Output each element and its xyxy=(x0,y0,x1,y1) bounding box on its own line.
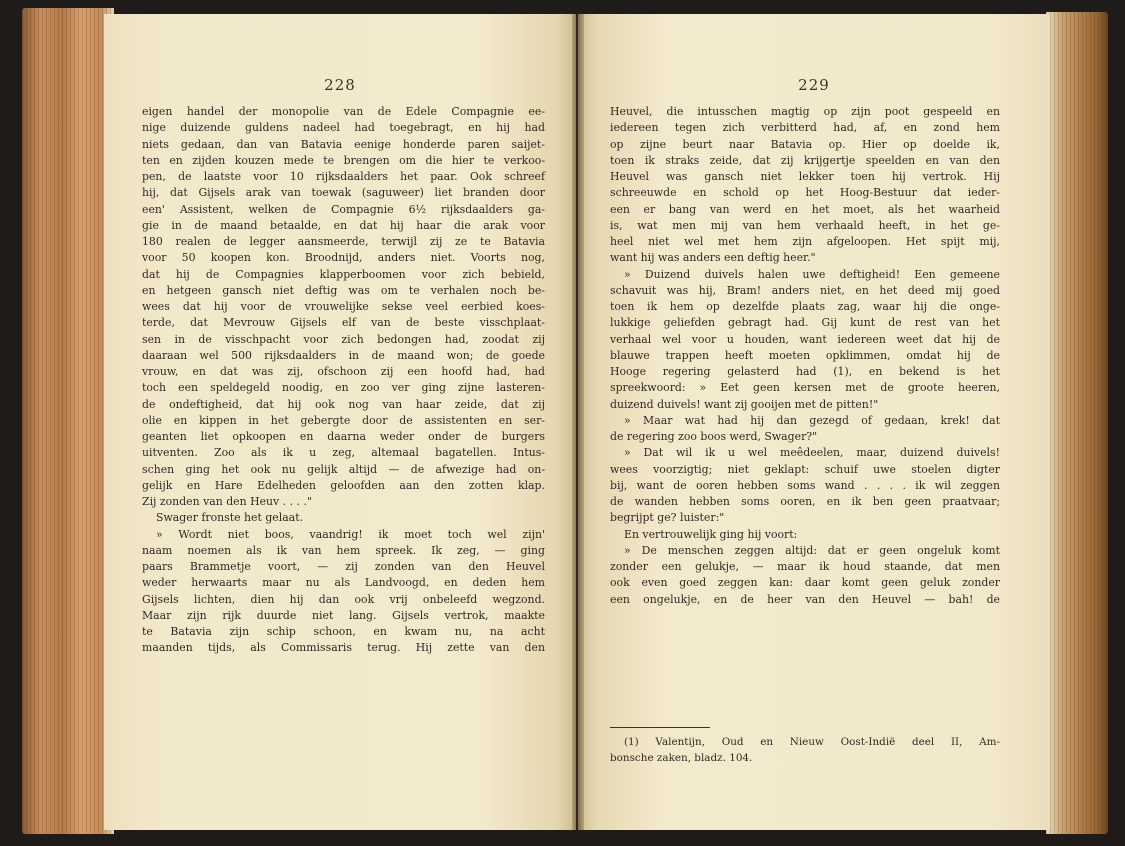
text-line: toen ik hem op dezelfde plaats zag, waar hij die onge- xyxy=(610,300,1000,313)
text-line: pen, de laatste voor 10 rijksdaalders het paar. Ook schreef xyxy=(142,170,545,183)
text-line: hij, dat Gijsels arak van toewak (saguweer) liet branden door xyxy=(142,186,545,200)
text-line: geanten liet opkoopen en daarna weder onder de burgers xyxy=(142,430,545,443)
text-line: » Duizend duivels halen uwe deftigheid! Een gemeene xyxy=(624,267,1000,281)
right-page-text xyxy=(610,104,1000,608)
text-line: Heuvel was gansch niet lekker toen hij vertrok. Hij xyxy=(610,170,1000,183)
text-line: maanden tijds, als Commissaris terug. Hij zette van den xyxy=(142,641,545,655)
text-line: schreeuwde en schold op het Hoog-Bestuur dat ieder- xyxy=(610,186,1000,200)
page-number-left: 228 xyxy=(324,76,356,94)
text-line: ten en zijden kouzen mede te brengen om die hier te verkoo- xyxy=(142,153,545,167)
text-line: lukkige geliefden gebragt had. Gij kunt de rest van het xyxy=(610,316,1000,330)
text-line: nige duizende guldens nadeel had toegebragt, en hij had xyxy=(142,121,545,135)
text-line: begrijpt ge? luister:" xyxy=(610,511,725,525)
text-line: blauwe trappen heeft moeten opklimmen, omdat hij de xyxy=(610,348,1000,362)
text-line: En vertrouwelijk ging hij voort: xyxy=(624,527,798,541)
text-line: iedereen tegen zich verbitterd had, af, en zond hem xyxy=(610,121,1000,135)
text-line: olie en kippen in het gebergte door de assistenten en ser- xyxy=(142,413,545,427)
text-line: op zijne beurt naar Batavia op. Hier op doelde ik, xyxy=(610,137,1000,151)
book-gutter xyxy=(572,14,584,830)
footnote-rule xyxy=(610,727,710,728)
text-line: schen ging het ook nu gelijk altijd — de afwezige had on- xyxy=(142,462,545,476)
left-page-edges xyxy=(22,8,114,834)
text-line: Zij zonden van den Heuv . . . ." xyxy=(142,495,312,508)
text-line: niets gedaan, dan van Batavia eenige honderde paren saijet- xyxy=(142,137,545,151)
text-line: te Batavia zijn schip schoon, en kwam nu, na acht xyxy=(142,625,545,638)
text-line: daaraan wel 500 rijksdaalders in de maand won; de goede xyxy=(142,348,545,362)
text-line: » Dat wil ik u wel meêdeelen, maar, duizend duivels! xyxy=(624,446,1000,460)
text-line: toch een speldegeld noodig, en zoo ver ging zijne lasteren- xyxy=(142,381,545,395)
text-line: gelijk en Hare Edelheden geloofden aan den zotten klap. xyxy=(142,478,545,492)
text-line: de ondeftigheid, dat hij ook nog van haar zeide, dat zij xyxy=(142,397,545,411)
text-line: een er bang van werd en het moet, als het waarheid xyxy=(610,202,1000,216)
text-line: een' Assistent, welken de Compagnie 6½ rijksdaalders ga- xyxy=(142,202,545,216)
text-line: » De menschen zeggen altijd: dat er geen ongeluk komt xyxy=(624,543,1000,557)
right-page xyxy=(578,14,1050,830)
text-line: toen ik straks zeide, dat zij krijgertje speelden en van den xyxy=(610,153,1000,167)
text-line: dat hij de Compagnies klapperboomen voor zich bebield, xyxy=(142,267,545,281)
left-page xyxy=(104,14,576,830)
text-line: en hetgeen gansch niet deftig was om te verhalen noch be- xyxy=(142,283,545,297)
text-line: Gijsels lichten, dien hij dan ook vrij onbeleefd wegzond. xyxy=(142,592,545,606)
text-line: weder herwaarts maar nu als Landvoogd, en deden hem xyxy=(142,576,545,590)
text-line: is, wat men mij van hem verhaald heeft, in het ge- xyxy=(610,218,1000,232)
text-line: » Wordt niet boos, vaandrig! ik moet toch wel zijn' xyxy=(156,527,545,541)
text-line: sen in de visschpacht voor zich bedongen had, zoodat zij xyxy=(142,332,545,346)
text-line: de wanden hebben soms ooren, en ik ben geen praatvaar; xyxy=(610,495,1000,508)
text-line: vrouw, en dat was zij, ofschoon zij een hoofd had, had xyxy=(142,365,545,378)
text-line: 180 realen de legger aansmeerde, terwijl zij ze te Batavia xyxy=(142,235,545,248)
text-line: heel niet wel met hem zijn afgeloopen. Het spijt mij, xyxy=(610,235,1000,248)
text-line: bij, want de ooren hebben soms wand . . . . ik wil zeggen xyxy=(610,478,1000,492)
footnote-line: (1) Valentijn, Oud en Nieuw Oost-Indië deel II, Am- xyxy=(624,736,1000,748)
text-line: schavuit was hij, Bram! anders niet, en het deed mij goed xyxy=(610,283,1000,297)
footnote xyxy=(610,734,1000,766)
text-line: ook even goed zeggen kan: daar komt geen geluk zonder xyxy=(610,576,1000,590)
text-line: wees dat hij voor de vrouwelijke sekse veel eerbied koes- xyxy=(142,300,545,313)
text-line: Hooge regering gelasterd had (1), en bekend is het xyxy=(610,365,1000,378)
text-line: paars Brammetje voort, — zij zonden van den Heuvel xyxy=(142,560,545,573)
text-line: wees voorzigtig; niet geklapt: schuif uwe stoelen digter xyxy=(610,462,1000,476)
text-line: Heuvel, die intusschen magtig op zijn poot gespeeld en xyxy=(610,105,1000,118)
right-page-edges xyxy=(1046,12,1108,834)
text-line: Maar zijn rijk duurde niet lang. Gijsels vertrok, maakte xyxy=(142,608,545,622)
text-line: » Maar wat had hij dan gezegd of gedaan, krek! dat xyxy=(624,413,1000,427)
left-page-text xyxy=(142,104,545,657)
text-line: want hij was anders een deftig heer." xyxy=(610,251,816,265)
text-line: zonder een gelukje, — maar ik houd staande, dat men xyxy=(610,560,1000,573)
text-line: de regering zoo boos werd, Swager?" xyxy=(610,430,818,443)
text-line: een ongelukje, en de heer van den Heuvel — bah! de xyxy=(610,592,1000,606)
text-line: terde, dat Mevrouw Gijsels elf van de beste visschplaat- xyxy=(142,316,545,330)
text-line: eigen handel der monopolie van de Edele Compagnie ee- xyxy=(142,105,545,118)
footnote-line: bonsche zaken, bladz. 104. xyxy=(610,752,753,764)
text-line: uitventen. Zoo als ik u zeg, altemaal bagatellen. Intus- xyxy=(142,446,545,460)
text-line: gie in de maand betaalde, en dat hij haar die arak voor xyxy=(142,218,545,232)
text-line: naam noemen als ik van hem spreek. Ik zeg, — ging xyxy=(142,543,545,557)
text-line: verhaal wel voor u houden, want iedereen weet dat hij de xyxy=(610,332,1000,346)
text-line: spreekwoord: » Eet geen kersen met de groote heeren, xyxy=(610,381,1000,395)
text-line: voor 50 koopen kon. Broodnijd, anders niet. Voorts nog, xyxy=(142,251,545,265)
text-line: Swager fronste het gelaat. xyxy=(156,511,304,525)
page-number-right: 229 xyxy=(798,76,830,94)
text-line: duizend duivels! want zij gooijen met de pitten!" xyxy=(610,397,879,411)
